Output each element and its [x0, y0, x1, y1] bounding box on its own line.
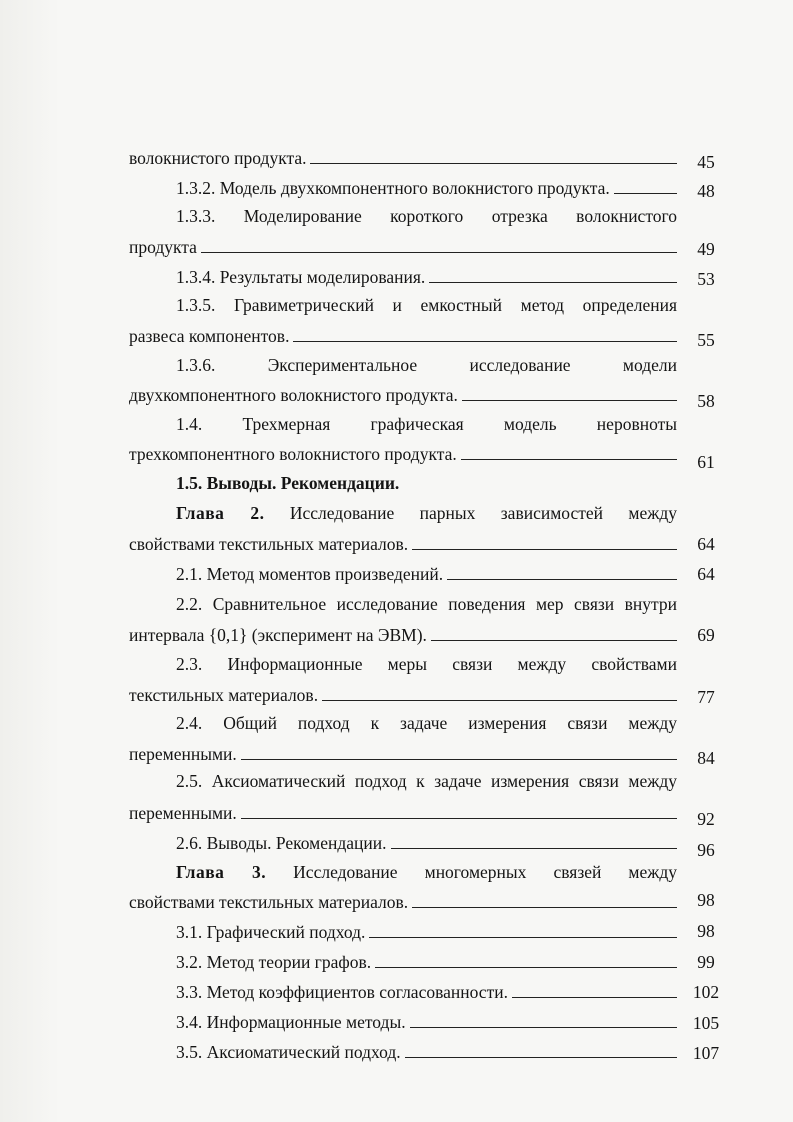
toc-entry-2-2 — [129, 621, 677, 649]
chapter-label: Глава 3. — [176, 862, 267, 882]
page-number: 55 — [697, 330, 715, 350]
page-number: 49 — [697, 239, 715, 259]
entry-text: волокнистого продукта. — [129, 148, 307, 168]
toc-entry-continued — [129, 144, 677, 172]
toc-entry-1-4-first: 1.4. Трехмерная графическая модель неровноты — [176, 414, 677, 434]
toc-entry-3-5 — [176, 1038, 677, 1066]
toc-entry-2-4 — [129, 740, 677, 768]
entry-text: интервала {0,1} (эксперимент на ЭВМ). — [129, 625, 427, 645]
toc-entry-1-3-3-first: 1.3.3. Моделирование короткого отрезка волокнистого — [176, 206, 677, 226]
toc-entry-1-4 — [129, 440, 677, 468]
chapter-title: Исследование парных зависимостей между — [289, 503, 677, 523]
toc-chapter-2 — [129, 530, 677, 558]
toc-entry-1-3-3 — [129, 233, 677, 261]
leader-line — [462, 386, 677, 401]
toc-entry-3-2 — [176, 948, 677, 976]
page-number: 105 — [692, 1013, 720, 1033]
leader-line — [412, 893, 677, 908]
leader-line — [241, 745, 677, 760]
chapter-label: Глава 2. — [176, 503, 265, 523]
entry-text: 3.4. Информационные методы. — [176, 1012, 406, 1032]
entry-text: двухкомпонентного волокнистого продукта. — [129, 385, 458, 405]
toc-chapter-2-first — [176, 499, 677, 527]
leader-line — [431, 626, 677, 641]
entry-text: свойствами текстильных материалов. — [129, 534, 409, 554]
toc-entry-2-3-first: 2.3. Информационные меры связи между свойствами — [176, 654, 677, 674]
leader-line — [412, 535, 677, 550]
entry-text: переменными. — [129, 744, 237, 764]
page-number: 107 — [692, 1043, 720, 1063]
leader-line — [447, 565, 677, 580]
entry-text: 3.2. Метод теории графов. — [176, 952, 372, 972]
page-number: 99 — [697, 952, 715, 972]
page-number: 45 — [697, 152, 715, 172]
entry-text: 2.1. Метод моментов произведений. — [176, 564, 444, 584]
leader-line — [293, 327, 677, 342]
toc-chapter-3 — [129, 888, 677, 916]
entry-text: 2.6. Выводы. Рекомендации. — [176, 833, 387, 853]
page-number: 58 — [697, 391, 715, 411]
toc-entry-2-5-first: 2.5. Аксиоматический подход к задаче измерения связи между — [176, 771, 677, 791]
page-number: 96 — [697, 840, 715, 860]
entry-text: свойствами текстильных материалов. — [129, 892, 409, 912]
toc-entry-1-3-6-first: 1.3.6. Экспериментальное исследование модели — [176, 355, 677, 375]
entry-text: развеса компонентов. — [129, 326, 290, 346]
entry-text: 3.1. Графический подход. — [176, 922, 366, 942]
toc-entry-3-1 — [176, 918, 677, 946]
entry-text: продукта — [129, 237, 197, 257]
page-number: 64 — [697, 564, 715, 584]
entry-text: текстильных материалов. — [129, 685, 319, 705]
entry-text: 1.3.2. Модель двухкомпонентного волокнистого продукта. — [176, 178, 610, 198]
leader-line — [391, 834, 677, 849]
entry-text: 3.5. Аксиоматический подход. — [176, 1042, 401, 1062]
page-number: 98 — [697, 921, 715, 941]
toc-chapter-3-first — [176, 858, 677, 886]
leader-line — [375, 953, 677, 968]
entry-text: 3.3. Метод коэффициентов согласованности. — [176, 982, 508, 1002]
toc-entry-2-4-first: 2.4. Общий подход к задаче измерения связи между — [176, 713, 677, 733]
toc-entry-3-4 — [176, 1008, 677, 1036]
leader-line — [322, 686, 677, 701]
leader-line — [461, 445, 677, 460]
leader-line — [429, 268, 677, 283]
page-number: 64 — [697, 534, 715, 554]
leader-line — [201, 238, 677, 253]
page-number: 92 — [697, 809, 715, 829]
toc-entry-1-3-2 — [176, 174, 677, 202]
scan-shadow — [0, 0, 60, 1122]
page-number: 98 — [697, 890, 715, 910]
toc-entry-1-3-6 — [129, 381, 677, 409]
entry-text: переменными. — [129, 803, 237, 823]
toc-entry-2-6 — [176, 829, 677, 857]
toc-entry-3-3 — [176, 978, 677, 1006]
leader-line — [241, 804, 677, 819]
leader-line — [405, 1043, 677, 1058]
page-number: 48 — [697, 181, 715, 201]
page-number: 102 — [692, 982, 720, 1002]
toc-entry-2-2-first: 2.2. Сравнительное исследование поведения мер связи внутри — [176, 594, 677, 614]
toc-entry-1-3-5-first: 1.3.5. Гравиметрический и емкостный метод определения — [176, 295, 677, 315]
entry-text: 1.3.4. Результаты моделирования. — [176, 267, 426, 287]
toc-entry-1-5: 1.5. Выводы. Рекомендации. — [176, 473, 400, 493]
toc-entry-1-3-4 — [176, 263, 677, 291]
leader-line — [369, 923, 677, 938]
toc-entry-2-5 — [129, 799, 677, 827]
chapter-title: Исследование многомерных связей между — [293, 862, 678, 882]
toc-entry-2-3 — [129, 681, 677, 709]
leader-line — [512, 983, 677, 998]
page-number: 61 — [697, 452, 715, 472]
page-number: 77 — [697, 687, 715, 707]
leader-line — [410, 1013, 677, 1028]
toc-entry-2-1 — [176, 560, 677, 588]
leader-line — [310, 149, 677, 164]
entry-text: трехкомпонентного волокнистого продукта. — [129, 444, 457, 464]
page-number: 84 — [697, 748, 715, 768]
leader-line — [614, 179, 677, 194]
page-number: 53 — [697, 269, 715, 289]
toc-entry-1-3-5 — [129, 322, 677, 350]
page-number: 69 — [697, 625, 715, 645]
